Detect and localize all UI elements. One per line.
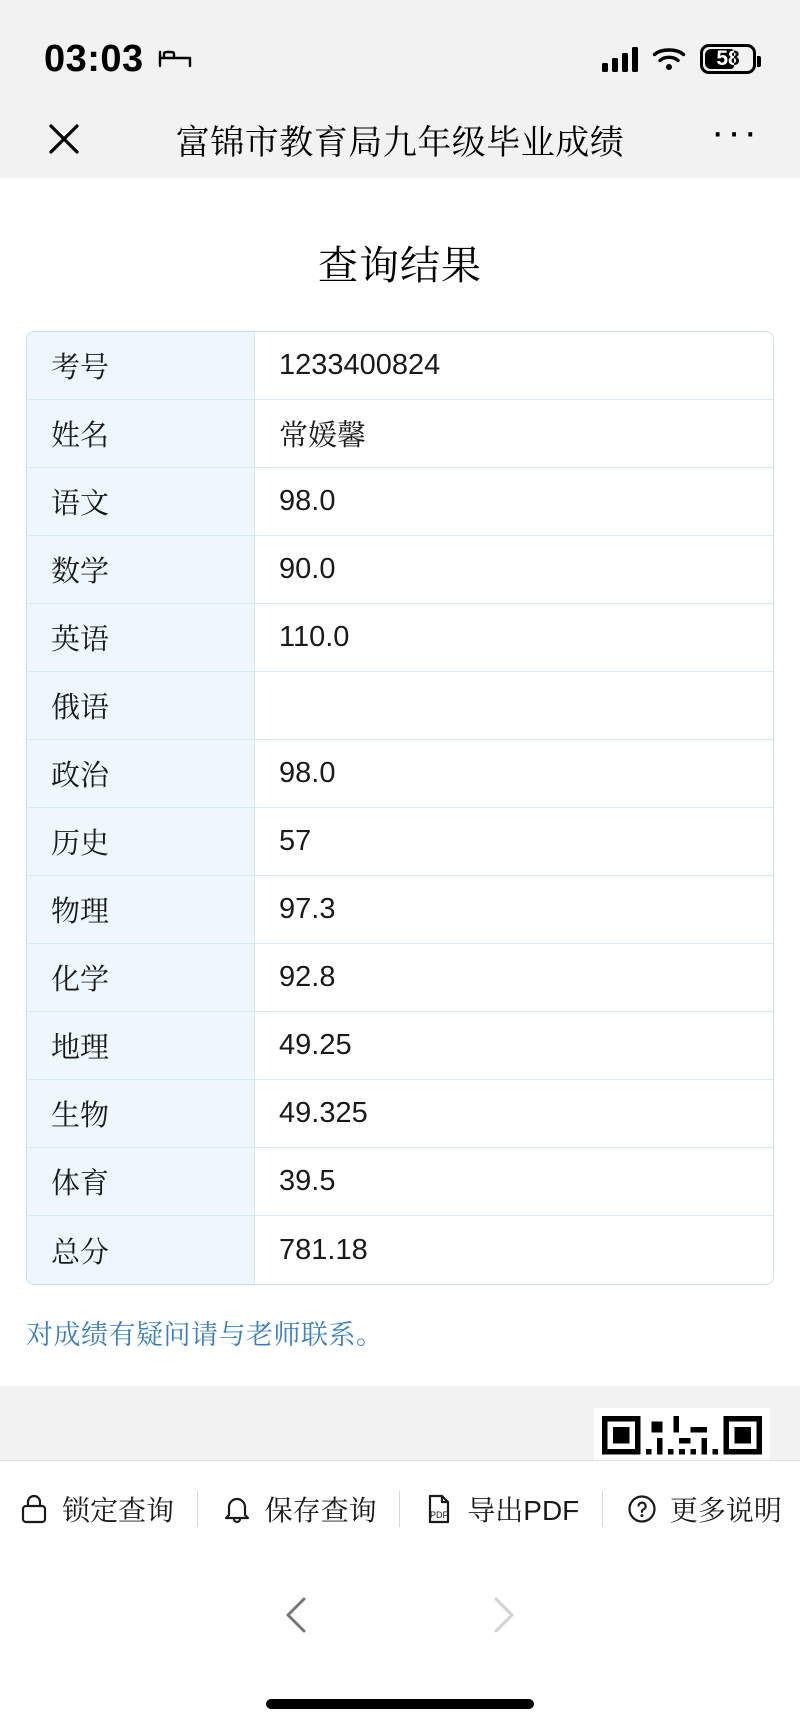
table-row [27, 672, 773, 740]
bed-icon [158, 46, 192, 72]
row-label: 姓名 [27, 400, 255, 467]
chevron-left-icon[interactable] [271, 1588, 325, 1642]
row-label: 地理 [27, 1012, 255, 1079]
row-value: 98.0 [255, 468, 773, 535]
page-content [0, 178, 800, 1556]
status-bar-right [602, 44, 756, 74]
row-label: 政治 [27, 740, 255, 807]
contact-note: 对成绩有疑问请与老师联系。 [26, 1320, 384, 1350]
status-time: 03:03 [44, 37, 144, 80]
pdf-file-icon [423, 1493, 455, 1525]
svg-text:PDF: PDF [430, 1509, 449, 1520]
battery-level: 58 [716, 47, 740, 70]
row-label: 数学 [27, 536, 255, 603]
row-value: 781.18 [255, 1216, 773, 1284]
row-value: 39.5 [255, 1148, 773, 1215]
save-query-label: 保存查询 [264, 1494, 377, 1526]
cellular-signal-icon [602, 46, 638, 72]
bell-icon [221, 1493, 253, 1525]
lock-icon [18, 1493, 50, 1525]
question-circle-icon [626, 1493, 658, 1525]
row-value: 98.0 [255, 740, 773, 807]
row-label: 体育 [27, 1148, 255, 1215]
status-bar-left [44, 38, 192, 81]
toolbar-divider [197, 1491, 198, 1527]
row-label: 生物 [27, 1080, 255, 1147]
export-pdf-label: 导出PDF [467, 1494, 580, 1526]
action-toolbar [0, 1460, 800, 1556]
more-info-label: 更多说明 [669, 1494, 782, 1526]
toolbar-divider [399, 1491, 400, 1527]
score-table [26, 331, 774, 1285]
row-value: 92.8 [255, 944, 773, 1011]
row-label: 化学 [27, 944, 255, 1011]
table-row [27, 740, 773, 808]
row-value: 90.0 [255, 536, 773, 603]
row-label: 英语 [27, 604, 255, 671]
row-value: 97.3 [255, 876, 773, 943]
page-title: 查询结果 [318, 244, 482, 288]
table-row [27, 1148, 773, 1216]
table-row [27, 468, 773, 536]
status-bar [0, 0, 800, 100]
row-value: 49.325 [255, 1080, 773, 1147]
row-value: 110.0 [255, 604, 773, 671]
table-row [27, 1216, 773, 1284]
more-info-button[interactable] [626, 1489, 782, 1529]
row-label: 总分 [27, 1216, 255, 1284]
chevron-right-icon[interactable] [475, 1588, 529, 1642]
export-pdf-button[interactable] [423, 1489, 579, 1529]
more-options-icon[interactable]: ··· [711, 110, 760, 154]
browser-nav-bar [0, 1556, 800, 1674]
row-value: 57 [255, 808, 773, 875]
lock-query-label: 锁定查询 [62, 1494, 175, 1526]
row-label: 物理 [27, 876, 255, 943]
row-value: 常媛馨 [255, 400, 773, 467]
table-row [27, 876, 773, 944]
row-value [255, 672, 773, 739]
close-icon[interactable] [40, 115, 88, 163]
table-row [27, 332, 773, 400]
row-label: 考号 [27, 332, 255, 399]
table-row [27, 400, 773, 468]
home-indicator-area [0, 1674, 800, 1734]
battery-icon [700, 44, 756, 74]
table-row [27, 1080, 773, 1148]
home-indicator[interactable] [266, 1699, 534, 1709]
table-row [27, 1012, 773, 1080]
row-label: 俄语 [27, 672, 255, 739]
page-title-nav: 富锦市教育局九年级毕业成绩 [175, 123, 625, 162]
table-row [27, 536, 773, 604]
lock-query-button[interactable] [18, 1489, 174, 1529]
table-row [27, 944, 773, 1012]
wifi-icon [652, 46, 686, 72]
nav-bar [0, 100, 800, 178]
row-value: 49.25 [255, 1012, 773, 1079]
toolbar-divider [602, 1491, 603, 1527]
row-value: 1233400824 [255, 332, 773, 399]
table-row [27, 808, 773, 876]
table-row [27, 604, 773, 672]
row-label: 历史 [27, 808, 255, 875]
row-label: 语文 [27, 468, 255, 535]
save-query-button[interactable] [221, 1489, 377, 1529]
